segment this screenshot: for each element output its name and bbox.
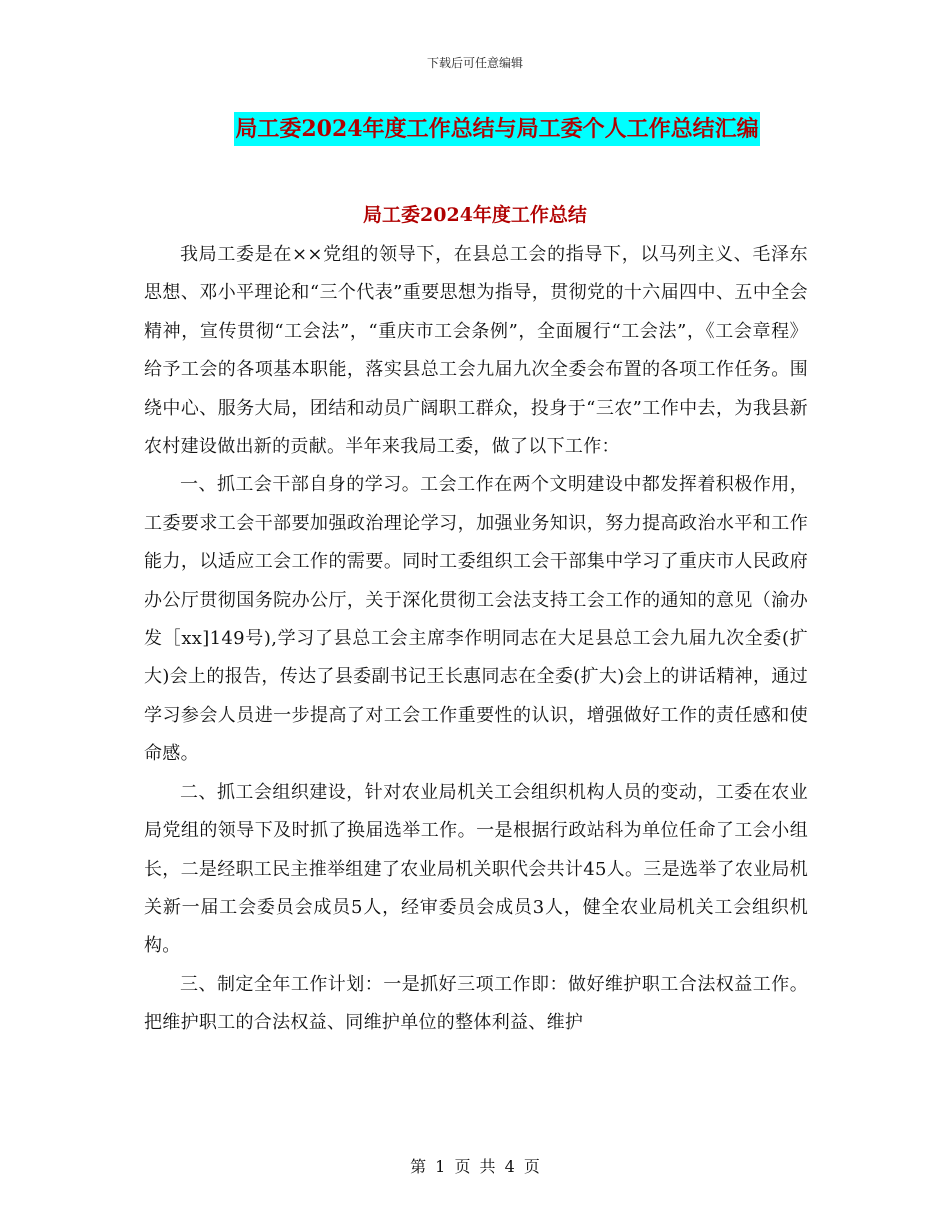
paragraph-plan: 三、制定全年工作计划：一是抓好三项工作即：做好维护职工合法权益工作。把维护职工的合法权益、同维护单位的整体利益、维护	[144, 973, 808, 1034]
main-title: 局工委2024年度工作总结与局工委个人工作总结汇编	[234, 112, 759, 146]
main-title-wrap	[0, 112, 950, 146]
body-text	[144, 236, 808, 1043]
paragraph-study: 一、抓工会干部自身的学习。工会工作在两个文明建设中都发挥着积极作用，工委要求工会干部要加强政治理论学习，加强业务知识，努力提高政治水平和工作能力，以适应工会工作的需要。同时工委组织工会干部集中学习了重庆市人民政府办公厅贯彻国务院办公厅，关于深化贯彻工会法支持工会工作的通知的意见（渝办发［xx]149号),学习了县总工会主席李作明同志在大足县总工会九届九次全委(扩大)会上的报告，传达了县委副书记王长惠同志在全委(扩大)会上的讲话精神，通过学习参会人员进一步提高了对工会工作重要性的认识，增强做好工作的责任感和使命感。	[144, 474, 808, 765]
header-note: 下载后可任意编辑	[426, 56, 523, 70]
paragraph-intro: 我局工委是在××党组的领导下，在县总工会的指导下，以马列主义、毛泽东思想、邓小平理论和“三个代表”重要思想为指导，贯彻党的十六届四中、五中全会精神，宣传贯彻“工会法”，“重庆市工会条例”，全面履行“工会法”，《工会章程》给予工会的各项基本职能，落实县总工会九届九次全委会布置的各项工作任务。围绕中心、服务大局，团结和动员广阔职工群众，投身于“三农”工作中去，为我县新农村建设做出新的贡献。半年来我局工委，做了以下工作：	[144, 244, 808, 458]
section-title: 局工委2024年度工作总结	[363, 204, 587, 226]
paragraph-organization: 二、抓工会组织建设，针对农业局机关工会组织机构人员的变动，工委在农业局党组的领导下及时抓了换届选举工作。一是根据行政站科为单位任命了工会小组长，二是经职工民主推举组建了农业局机关职代会共计45人。三是选举了农业局机关新一届工会委员会成员5人，经审委员会成员3人，健全农业局机关工会组织机构。	[144, 781, 809, 957]
page-footer: 第 1 页 共 4 页	[410, 1157, 540, 1176]
